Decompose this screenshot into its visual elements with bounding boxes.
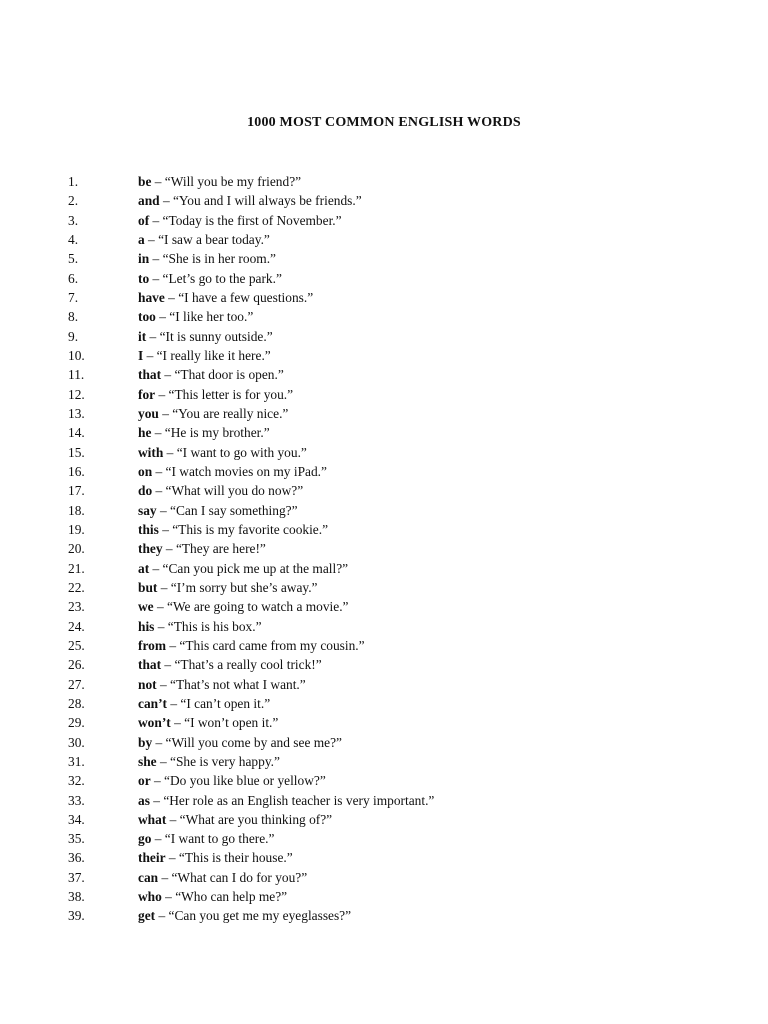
list-item-example: “I like her too.” [169,309,254,325]
list-item-number: 3. [68,212,79,228]
list-item-word: from [138,637,167,653]
list-item-word: or [138,773,151,789]
list-item-separator: – [161,657,175,673]
list-item-number: 17. [68,483,85,499]
list-item-number: 18. [68,502,85,518]
list-item-word: with [138,444,164,460]
list-item-example: “We are going to watch a movie.” [167,599,349,615]
list-item-separator: – [143,347,157,363]
list-item-separator: – [150,773,165,789]
list-item [68,404,728,423]
list-item-separator: – [155,386,169,402]
list-item-word: get [138,908,156,924]
word-list [68,172,728,926]
list-item-number: 13. [68,405,85,421]
list-item-separator: – [152,734,166,750]
list-item-number: 24. [68,618,85,634]
list-item-separator: – [155,908,169,924]
list-item [68,327,728,346]
list-item [68,539,728,558]
list-item-example: “She is in her room.” [162,251,276,267]
list-item-example: “They are here!” [175,541,266,557]
list-item-word: she [138,753,157,769]
list-item-number: 15. [68,444,85,460]
list-item-word: of [138,212,150,228]
list-item-example: “What can I do for you?” [171,869,308,885]
list-item-number: 9. [68,328,79,344]
list-item-number: 28. [68,695,85,711]
list-item-number: 32. [68,773,85,789]
list-item-separator: – [170,715,185,731]
list-item-example: “I have a few questions.” [178,289,314,305]
list-item-separator: – [152,463,166,479]
list-item [68,597,728,616]
list-item [68,655,728,674]
list-item-word: I [138,347,144,363]
list-item-number: 39. [68,908,85,924]
list-item-word: be [138,174,152,189]
list-item-word: for [138,386,156,402]
list-item-example: “I watch movies on my iPad.” [165,463,327,479]
list-item-number: 5. [68,251,79,267]
list-item [68,288,728,307]
list-item-number: 7. [68,289,79,305]
list-item-example: “Can you get me my eyeglasses?” [168,908,352,924]
list-item [68,675,728,694]
list-item-example: “This is his box.” [167,618,262,634]
list-item-example: “It is sunny outside.” [159,328,273,344]
list-item-word: go [138,831,152,847]
list-item [68,733,728,752]
list-item [68,578,728,597]
list-item-number: 20. [68,541,85,557]
list-item-word: they [138,541,163,557]
list-item-separator: – [149,270,163,286]
list-item-example: “This is my favorite cookie.” [172,521,329,537]
list-item-word: it [138,328,147,344]
list-item-separator: – [156,676,170,692]
list-item [68,848,728,867]
list-item-word: to [138,270,150,286]
list-item-word: his [138,618,155,634]
list-item-word: he [138,425,152,441]
list-item-example: “I saw a bear today.” [158,231,270,247]
list-item-word: a [138,231,145,247]
list-item-example: “What are you thinking of?” [179,811,333,827]
list-item-example: “Her role as an English teacher is very important.” [163,792,435,808]
list-item-separator: – [149,212,163,228]
list-item-example: “You are really nice.” [172,405,289,421]
list-item-example: “She is very happy.” [170,753,280,769]
list-item [68,617,728,636]
list-item-word: we [138,599,154,615]
list-item-example: “This is their house.” [178,850,293,866]
list-item [68,868,728,887]
list-item-example: “What will you do now?” [165,483,304,499]
list-item-separator: – [146,328,160,344]
list-item [68,906,728,925]
list-item-word: can [138,869,159,885]
list-item-example: “Can I say something?” [170,502,298,518]
list-item-separator: – [162,541,176,557]
list-item-example: “Who can help me?” [175,889,288,905]
list-item-separator: – [156,753,170,769]
list-item [68,501,728,520]
list-item-separator: – [158,869,172,885]
list-item-number: 2. [68,193,79,209]
list-item [68,829,728,848]
list-item-example: “Do you like blue or yellow?” [164,773,326,789]
list-item-example: “This card came from my cousin.” [179,637,365,653]
list-item-example: “Will you be my friend?” [164,174,302,189]
list-item-word: that [138,367,162,383]
list-item-example: “That door is open.” [174,367,284,383]
list-item-separator: – [149,792,164,808]
list-item-number: 33. [68,792,85,808]
list-item-number: 22. [68,579,85,595]
list-item-word: this [138,521,159,537]
list-item [68,172,728,191]
list-item-number: 35. [68,831,85,847]
list-item-number: 27. [68,676,85,692]
list-item-number: 29. [68,715,85,731]
list-item-separator: – [161,367,175,383]
list-item [68,423,728,442]
list-item-number: 31. [68,753,85,769]
list-item-word: too [138,309,156,325]
list-item-number: 37. [68,869,85,885]
list-item [68,211,728,230]
list-item-separator: – [166,811,180,827]
list-item [68,249,728,268]
list-item-word: what [138,811,167,827]
list-item-separator: – [149,251,163,267]
list-item-example: “Today is the first of November.” [162,212,342,228]
list-item-separator: – [152,483,166,499]
list-item [68,230,728,249]
list-item-number: 16. [68,463,85,479]
list-item-word: in [138,251,150,267]
list-item-number: 4. [68,231,79,247]
list-item-example: “Can you pick me up at the mall?” [162,560,349,576]
list-item-separator: – [163,444,177,460]
list-item-number: 1. [68,174,79,189]
list-item-example: “I want to go there.” [164,831,275,847]
list-item-number: 36. [68,850,85,866]
list-item-word: who [138,889,162,905]
list-item [68,791,728,810]
list-item-separator: – [165,850,179,866]
list-item-separator: – [151,174,165,189]
list-item-word: say [138,502,157,518]
list-item [68,346,728,365]
list-item-example: “That’s not what I want.” [170,676,306,692]
list-item [68,443,728,462]
list-item-word: but [138,579,158,595]
list-item-separator: – [158,521,173,537]
list-item [68,810,728,829]
list-item [68,713,728,732]
list-item-separator: – [158,405,173,421]
list-item-number: 21. [68,560,85,576]
list-item-separator: – [149,560,163,576]
list-item [68,694,728,713]
list-item-word: won’t [138,715,171,731]
list-item-example: “I can’t open it.” [180,695,271,711]
list-item-separator: – [159,193,173,209]
list-item [68,636,728,655]
list-item [68,365,728,384]
list-item-word: have [138,289,165,305]
list-item-number: 34. [68,811,85,827]
list-item-separator: – [151,425,165,441]
list-item-example: “I really like it here.” [156,347,271,363]
list-item-number: 25. [68,637,85,653]
list-item-separator: – [155,309,170,325]
list-item-separator: – [154,618,168,634]
list-item-word: not [138,676,157,692]
list-item-word: you [138,405,159,421]
list-item-separator: – [156,502,170,518]
list-item-word: their [138,850,166,866]
list-item-word: can’t [138,695,168,711]
list-item-number: 38. [68,889,85,905]
list-item-separator: – [144,231,159,247]
list-item [68,307,728,326]
list-item-separator: – [157,579,171,595]
list-item-number: 10. [68,347,85,363]
list-item-number: 11. [68,367,85,383]
list-item-number: 14. [68,425,85,441]
list-item-separator: – [161,889,176,905]
page-title: 1000 MOST COMMON ENGLISH WORDS [247,115,521,130]
list-item-word: and [138,193,160,209]
list-item [68,520,728,539]
list-item-example: “I want to go with you.” [176,444,307,460]
list-item [68,559,728,578]
list-item [68,385,728,404]
list-item-number: 6. [68,270,79,286]
list-item-example: “That’s a really cool trick!” [174,657,322,673]
list-item-example: “You and I will always be friends.” [172,193,362,209]
list-item-number: 8. [68,309,79,325]
list-item-separator: – [164,289,179,305]
list-item-example: “I’m sorry but she’s away.” [170,579,318,595]
list-item-separator: – [167,695,181,711]
list-item-separator: – [151,831,165,847]
list-item [68,269,728,288]
list-item-word: on [138,463,153,479]
list-item-number: 26. [68,657,85,673]
list-item-number: 19. [68,521,85,537]
list-item [68,481,728,500]
list-item-separator: – [153,599,168,615]
list-item-word: do [138,483,153,499]
list-item [68,771,728,790]
list-item-separator: – [166,637,180,653]
list-item-example: “Let’s go to the park.” [162,270,282,286]
list-item-number: 30. [68,734,85,750]
list-item-number: 23. [68,599,85,615]
list-item-example: “Will you come by and see me?” [165,734,342,750]
list-item-word: by [138,734,153,750]
list-item [68,752,728,771]
list-item-example: “I won’t open it.” [184,715,279,731]
list-item [68,191,728,210]
list-item-word: as [138,792,150,808]
list-item [68,887,728,906]
list-item-word: that [138,657,162,673]
list-item-example: “This letter is for you.” [168,386,294,402]
list-item [68,462,728,481]
list-item-example: “He is my brother.” [164,425,270,441]
list-item-number: 12. [68,386,85,402]
list-item-word: at [138,560,150,576]
